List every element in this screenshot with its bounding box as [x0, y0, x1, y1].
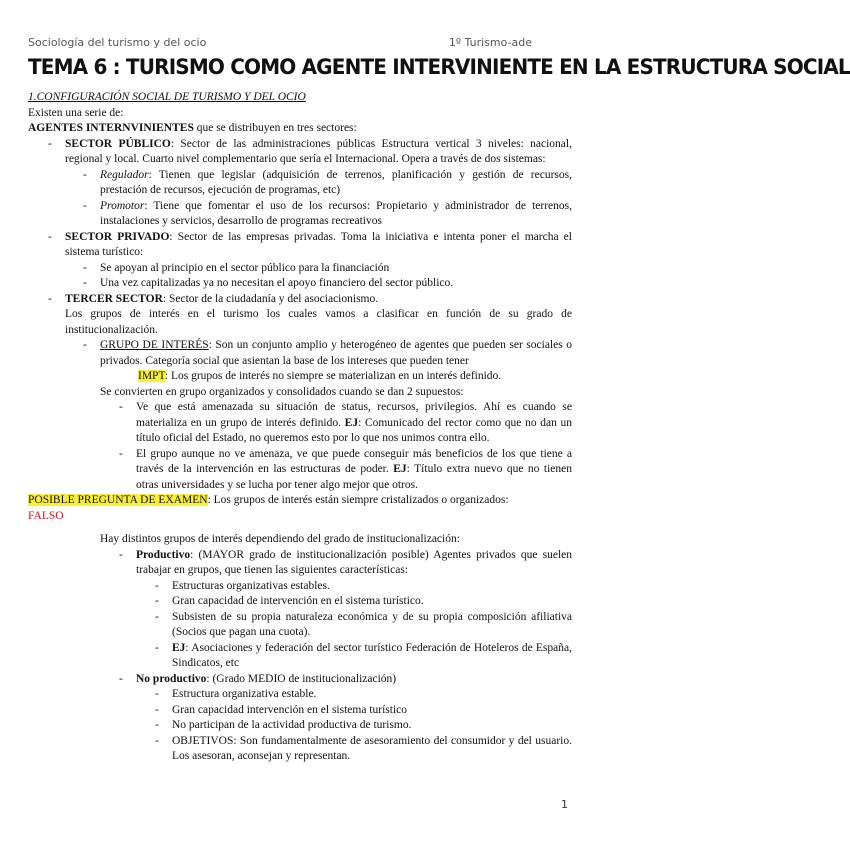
header-degree: 1º Turismo-ade — [448, 36, 532, 49]
bullet-dash: - — [155, 595, 159, 607]
bullet-dash: - — [48, 137, 52, 150]
sector-privado-text: : Sector de las empresas privadas. Toma la iniciativa e intenta poner el marcha el sistema turístico: — [65, 230, 572, 258]
section-heading: 1.CONFIGURACIÓN SOCIAL DE TURISMO Y DEL OCIO — [28, 91, 306, 103]
bullet-dash: - — [155, 734, 159, 747]
no-productivo-item-2: Gran capacidad intervención en el sistema turístico — [172, 703, 408, 716]
list-item-sector-privado — [48, 230, 572, 261]
productivo-item-3: Subsisten de su propia naturaleza económica y de su propia composición afiliativa (Socios que pagan una cuota). — [172, 610, 572, 638]
bullet-dash: - — [155, 703, 159, 716]
supuesto-1-ej-text: : Comunicado del rector como que no dan un título oficial del Estado, no queremos esto por lo que nos unimos contra ello. — [136, 416, 573, 444]
exam-answer: FALSO — [28, 509, 64, 522]
bullet-dash: - — [48, 292, 52, 305]
document-body — [28, 90, 572, 765]
list-item-regulador — [83, 168, 572, 199]
sector-publico-label: SECTOR PÚBLICO — [65, 137, 171, 150]
list-item-sector-publico — [48, 137, 572, 168]
list-item-no-productivo-2 — [155, 703, 572, 719]
header-course: Sociología del turismo y del ocio — [28, 36, 207, 49]
productivo-text: : (MAYOR grado de institucionalización posible) Agentes privados que suelen trabajar en grupos, que tienen las siguientes características: — [136, 548, 572, 576]
supuesto-2-text: El grupo aunque no ve amenaza, ve que puede conseguir más beneficios de los que tiene a través de la intervención en las estructuras de poder. — [136, 447, 572, 475]
list-item-supuesto-2 — [119, 447, 573, 494]
bullet-dash: - — [155, 688, 159, 700]
list-item-productivo-ej — [155, 641, 572, 672]
agents-tail: que se distribuyen en tres sectores: — [193, 122, 357, 134]
bullet-dash: - — [155, 610, 159, 623]
list-item-productivo-3 — [155, 610, 572, 641]
supuesto-2-ej-text: : Título extra nuevo que no tienen otras universidades y se lucha por tener algo mejor que otros. — [136, 463, 573, 491]
list-item-supuesto-1 — [119, 400, 573, 447]
no-productivo-item-3: No participan de la actividad productiva de turismo. — [172, 719, 412, 731]
tercer-sector-label: TERCER SECTOR — [65, 292, 163, 305]
productivo-item-2: Gran capacidad de intervención en el sistema turístico. — [172, 595, 424, 607]
productivo-ej-text: : Asociaciones y federación del sector turístico Federación de Hoteleros de España, Sindicatos, etc — [172, 641, 572, 669]
promotor-label: Promotor — [100, 199, 145, 212]
supuesto-2-ej: EJ — [393, 463, 407, 475]
list-item-productivo — [119, 548, 572, 579]
bullet-dash: - — [155, 641, 159, 654]
bullet-dash: - — [83, 261, 87, 274]
bullet-dash: - — [155, 579, 159, 592]
bullet-dash: - — [119, 401, 123, 413]
productivo-ej-label: EJ — [172, 641, 186, 654]
regulador-text: : Tienen que legislar (adquisición de terrenos, planificación y gestión de recursos, prestación de recursos, ejecución de programas, etc) — [100, 168, 572, 196]
impt-note — [138, 369, 572, 385]
list-item-productivo-1 — [155, 579, 572, 595]
list-item-no-productivo-4 — [155, 734, 572, 765]
list-item-promotor — [83, 199, 572, 230]
list-item-privado-2 — [83, 276, 572, 292]
bullet-dash: - — [119, 548, 123, 561]
list-item-no-productivo — [119, 672, 572, 688]
impt-label: IMPT — [138, 370, 165, 382]
agents-heading: AGENTES INTERNVINIENTES — [28, 122, 194, 134]
sector-publico-text: : Sector de las administraciones públicas Estructura vertical 3 niveles: nacional, regional y local. Cuarto nivel complementario que sería el Internacional. Opera a través de dos sistemas: — [65, 137, 572, 165]
regulador-label: Regulador — [100, 168, 149, 181]
list-item-productivo-2 — [155, 594, 572, 610]
list-item-no-productivo-3 — [155, 718, 572, 734]
bullet-dash: - — [83, 199, 87, 212]
agents-line — [28, 121, 572, 137]
exam-note — [28, 493, 572, 509]
privado-sub-1: Se apoyan al principio en el sector público para la financiación — [100, 261, 390, 274]
no-productivo-item-1: Estructura organizativa estable. — [172, 688, 317, 700]
bullet-dash: - — [119, 447, 123, 460]
bullet-dash: - — [48, 230, 52, 243]
bullet-dash: - — [119, 672, 123, 685]
productivo-item-1: Estructuras organizativas estables. — [172, 579, 330, 592]
convert-text: Se convierten en grupo organizados y consolidados cuando se dan 2 supuestos: — [100, 385, 464, 398]
no-productivo-item-4: OBJETIVOS: Son fundamentalmente de asesoramiento del consumidor y del usuario. Los asesoran, aconsejan y representan. — [172, 734, 572, 762]
bullet-dash: - — [83, 277, 87, 289]
privado-sub-2: Una vez capitalizadas ya no necesitan el apoyo financiero del sector público. — [100, 277, 454, 289]
page-title: TEMA 6 : TURISMO COMO AGENTE INTERVINIENTE EN LA ESTRUCTURA SOCIAL — [28, 55, 850, 80]
supuesto-1-ej: EJ — [344, 416, 359, 429]
list-item-privado-1 — [83, 261, 572, 277]
intro-text: Existen una serie de: — [28, 106, 124, 119]
bullet-dash: - — [83, 168, 87, 181]
grupo-interes-label: GRUPO DE INTERÉS — [100, 339, 209, 351]
no-productivo-text: : (Grado MEDIO de institucionalización) — [206, 672, 397, 685]
list-item-grupo-interes — [83, 338, 572, 369]
exam-text: : Los grupos de interés están siempre cristalizados o organizados: — [207, 494, 509, 506]
list-item-tercer-sector — [48, 292, 572, 308]
supuesto-1-text: Ve que está amenazada su situación de status, recursos, privilegios. Ahí es cuando se materializa en un grupo de interés definido. — [136, 401, 572, 429]
productivo-label: Productivo — [136, 548, 191, 561]
impt-text: : Los grupos de interés no siempre se materializan en un interés definido. — [164, 370, 502, 382]
list-item-no-productivo-1 — [155, 687, 572, 703]
groups-intro: Los grupos de interés en el turismo los cuales vamos a clasificar en función de su grado de institucionalización. — [65, 308, 572, 336]
promotor-text: : Tiene que fomentar el uso de los recursos: Propietario y administrador de terrenos, instalaciones y servicios, desarrollo de programas recreativos — [100, 199, 572, 227]
no-productivo-label: No productivo — [136, 672, 207, 685]
sector-privado-label: SECTOR PRIVADO — [65, 230, 170, 243]
distintos-text: Hay distintos grupos de interés dependiendo del grado de institucionalización: — [100, 533, 460, 545]
bullet-dash: - — [83, 339, 87, 351]
page-number: 1 — [561, 798, 568, 811]
tercer-sector-text: : Sector de la ciudadanía y del asociacionismo. — [162, 292, 379, 305]
bullet-dash: - — [155, 719, 159, 731]
exam-label: POSIBLE PREGUNTA DE EXAMEN — [28, 494, 208, 506]
grupo-interes-text: : Son un conjunto amplio y heterogéneo de agentes que pueden ser sociales o privados. Categoría social que asientan la base de los intereses que pueden tener — [100, 339, 572, 367]
